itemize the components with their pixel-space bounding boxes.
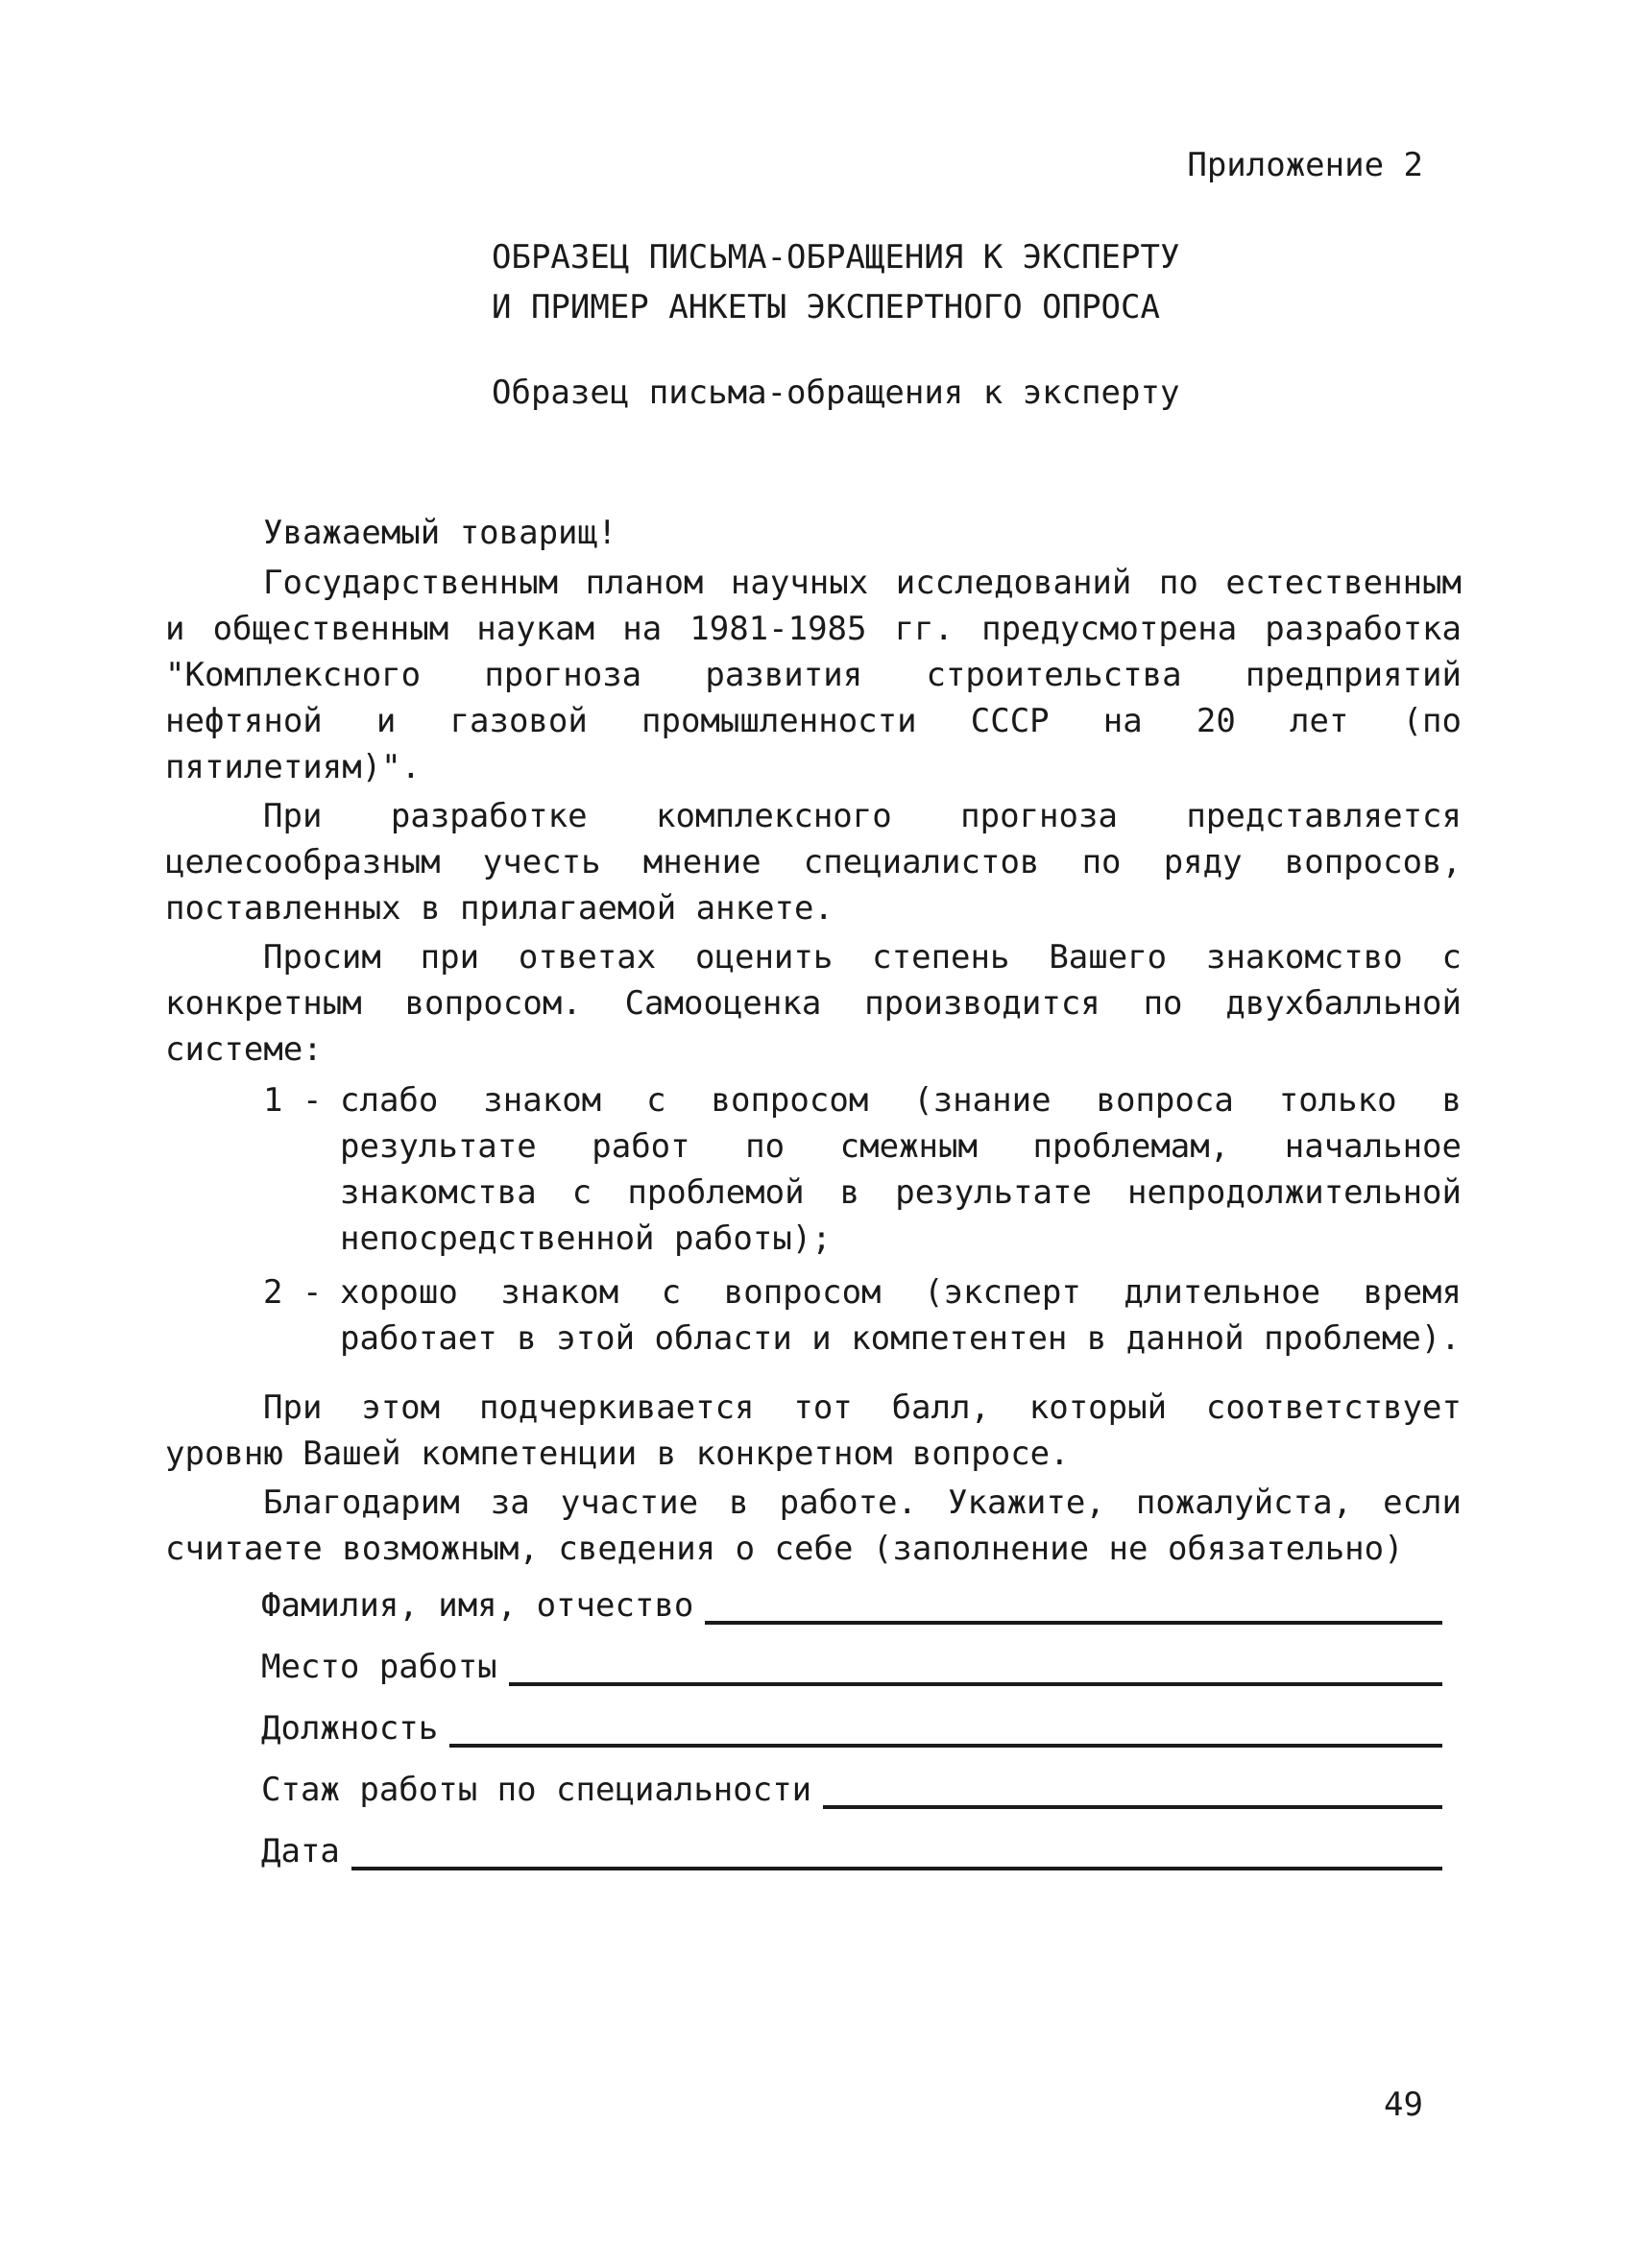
form-row-workplace — [261, 1629, 1442, 1690]
title-line-1: ОБРАЗЕЦ ПИСЬМА-ОБРАЩЕНИЯ К ЭКСПЕРТУ — [492, 238, 1180, 277]
form-row-experience — [261, 1751, 1442, 1813]
workplace-label: Место работы — [261, 1648, 497, 1686]
paragraph-4: При этом подчеркивается тот балл, который соответствует уровню Вашей компетенции в конкретном вопросе. — [165, 1388, 1462, 1473]
scale-number: 1 - — [263, 1081, 323, 1120]
respondent-info-form — [261, 1567, 1442, 1874]
scale-text: слабо знаком с вопросом (знание вопроса только в результате работ по смежным проблемам, начальное знакомства с проблемой в результате непродолжительной непосредственной работы); — [340, 1081, 1462, 1258]
paragraph-1: Государственным планом научных исследований по естественным и общественным наукам на 1981-1985 гг. предусмотрена разработка "Комплексного прогноза развития строительства предприятий нефтяной и газовой промышленности СССР на 20 лет (по пятилетиям)". — [165, 564, 1462, 786]
experience-label: Стаж работы по специальности — [261, 1771, 812, 1809]
title-line-2: И ПРИМЕР АНКЕТЫ ЭКСПЕРТНОГО ОПРОСА — [492, 288, 1160, 326]
date-field[interactable] — [351, 1867, 1442, 1870]
paragraph-3: Просим при ответах оценить степень Вашего знакомство с конкретным вопросом. Самооценка производится по двухбалльной системе: — [165, 938, 1462, 1069]
form-row-date — [261, 1813, 1442, 1874]
full-name-label: Фамилия, имя, отчество — [261, 1586, 694, 1625]
form-row-full-name — [261, 1567, 1442, 1629]
workplace-field[interactable] — [509, 1682, 1442, 1686]
scale-number: 2 - — [263, 1273, 323, 1312]
position-field[interactable] — [449, 1744, 1442, 1748]
scale-item-1 — [263, 1077, 1462, 1262]
paragraph-2: При разработке комплексного прогноза представляется целесообразным учесть мнение специалистов по ряду вопросов, поставленных в прилагаемой анкете. — [165, 797, 1462, 928]
position-label: Должность — [261, 1709, 439, 1748]
full-name-field[interactable] — [705, 1621, 1442, 1625]
date-label: Дата — [261, 1832, 340, 1870]
section-subtitle: Образец письма-обращения к эксперту — [492, 374, 1180, 412]
experience-field[interactable] — [823, 1805, 1442, 1809]
salutation: Уважаемый товарищ! — [263, 514, 617, 552]
scale-item-2 — [263, 1269, 1462, 1362]
scale-text: хорошо знаком с вопросом (эксперт длительное время работает в этой области и компетентен в данной проблеме). — [340, 1273, 1462, 1358]
page-number: 49 — [1384, 2086, 1423, 2124]
document-title — [492, 232, 1179, 332]
appendix-label: Приложение 2 — [1187, 146, 1423, 184]
paragraph-5: Благодарим за участие в работе. Укажите, пожалуйста, если считаете возможным, сведения о себе (заполнение не обязательно) — [165, 1484, 1462, 1568]
form-row-position — [261, 1690, 1442, 1751]
letter-body — [165, 510, 1462, 1575]
